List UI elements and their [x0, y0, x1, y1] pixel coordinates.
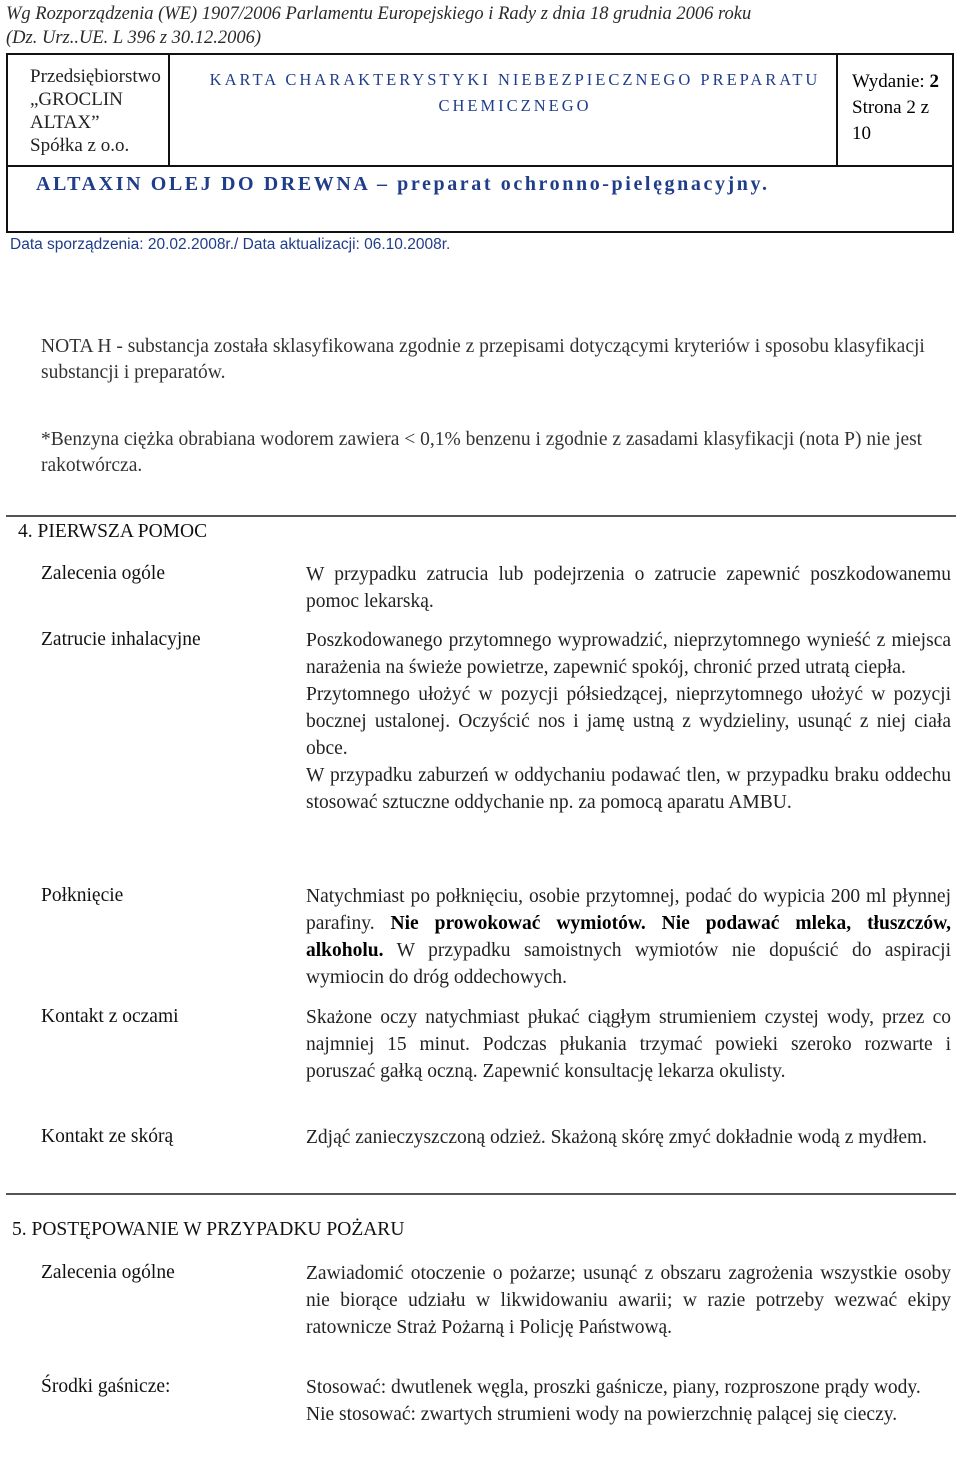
inhalation-label: Zatrucie inhalacyjne — [41, 629, 201, 650]
edition-label: Wydanie: — [852, 71, 925, 92]
fire-general-text: Zawiadomić otoczenie o pożarze; usunąć z obszaru zagrożenia wszystkie osoby nie biorące udziału w likwidowaniu awarii; w razie potrzeby wezwać ekipy ratownicze Straż Pożarną i Policję Państwową. — [306, 1263, 951, 1338]
header-divider-left — [168, 55, 170, 165]
section-5-title: 5. POSTĘPOWANIE W PRZYPADKU POŻARU — [12, 1219, 405, 1240]
regulation-line-2: (Dz. Urz..UE. L 396 z 30.12.2006) — [6, 28, 262, 48]
skin-contact-text: Zdjąć zanieczyszczoną odzież. Skażoną skórę zmyć dokładnie wodą z mydłem. — [306, 1127, 928, 1148]
regulation-reference — [6, 2, 751, 50]
extinguishing-media-text: Stosować: dwutlenek węgla, proszki gaśnicze, piany, rozproszone prądy wody. Nie stosować: zwartych strumieni wody na powierzchnię palącej się cieczy. — [306, 1377, 921, 1425]
benzyna-note: *Benzyna ciężka obrabiana wodorem zawiera < 0,1% benzenu i zgodnie z zasadami klasyfikacji (nota P) nie jest rakotwórcza. — [41, 429, 923, 476]
document-dates: Data sporządzenia: 20.02.2008r./ Data aktualizacji: 06.10.2008r. — [10, 236, 451, 253]
regulation-line-1: Wg Rozporządzenia (WE) 1907/2006 Parlamentu Europejskiego i Rady z dnia 18 grudnia 2006 roku — [6, 4, 752, 24]
ingestion-warning-1: Nie prowokować wymiotów. — [390, 913, 646, 934]
fire-general-label: Zalecenia ogólne — [41, 1262, 175, 1283]
ingestion-text: Natychmiast po połknięciu, osobie przytomnej, podać do wypicia 200 ml płynnej parafiny. Nie prowokować wymiotów. Nie podawać mleka, tłuszczów, alkoholu. W przypadku samoistnych wymiotów nie dopuścić do aspiracji wymiocin do dróg oddechowych. — [306, 886, 952, 988]
ingestion-warning-2: Nie podawać mleka, tłuszczów, alkoholu. — [306, 913, 952, 961]
extinguishing-media-label: Środki gaśnicze: — [41, 1376, 171, 1397]
document-header-box — [6, 53, 954, 233]
product-title: ALTAXIN OLEJ DO DREWNA – preparat ochronno-pielęgnacyjny. — [36, 173, 770, 195]
section-5-divider — [6, 1193, 956, 1195]
ingestion-label: Połknięcie — [41, 885, 124, 906]
page-label: Strona 2 z — [852, 97, 930, 118]
eye-contact-text: Skażone oczy natychmiast płukać ciągłym strumieniem czystej wody, przez co najmniej 15 minut. Podczas płukania trzymać powieki szeroko rozwarte i poruszać gałką oczną. Zapewnić konsultację lekarza okulisty. — [306, 1007, 951, 1082]
first-aid-general-text: W przypadku zatrucia lub podejrzenia o zatrucie zapewnić poszkodowanemu pomoc lekarską. — [306, 564, 951, 612]
card-title: KARTA CHARAKTERYSTYKI NIEBEZPIECZNEGO PREPARATU CHEMICZNEGO — [209, 70, 821, 115]
company-name: Przedsiębiorstwo „GROCLIN ALTAX” Spółka z o.o. — [30, 66, 161, 156]
inhalation-text: Poszkodowanego przytomnego wyprowadzić, nieprzytomnego wynieść z miejsca narażenia na świeże powietrze, zapewnić spokój, chronić przed utratą ciepła. Przytomnego ułożyć w pozycji półsiedzącej, nieprzytomnego ułożyć w pozycji bocznej ustalonej. Oczyścić nos i jamę ustną z wydzieliny, usunąć z niej ciała obce. W przypadku zaburzeń w oddychaniu podawać tlen, w przypadku braku oddechu stosować sztuczne oddychanie np. za pomocą aparatu AMBU. — [306, 630, 951, 813]
edition-value: 2 — [929, 71, 939, 92]
header-divider-horizontal — [8, 165, 952, 167]
edition-info — [852, 69, 939, 147]
skin-contact-label: Kontakt ze skórą — [41, 1126, 174, 1147]
eye-contact-label: Kontakt z oczami — [41, 1006, 179, 1027]
section-4-title: 4. PIERWSZA POMOC — [18, 521, 208, 542]
section-4-divider — [6, 515, 956, 517]
first-aid-general-label: Zalecenia ogóle — [41, 563, 165, 584]
nota-h: NOTA H - substancja została sklasyfikowana zgodnie z przepisami dotyczącymi kryteriów i sposobu klasyfikacji substancji i preparatów. — [41, 336, 925, 383]
page-total: 10 — [852, 123, 871, 144]
